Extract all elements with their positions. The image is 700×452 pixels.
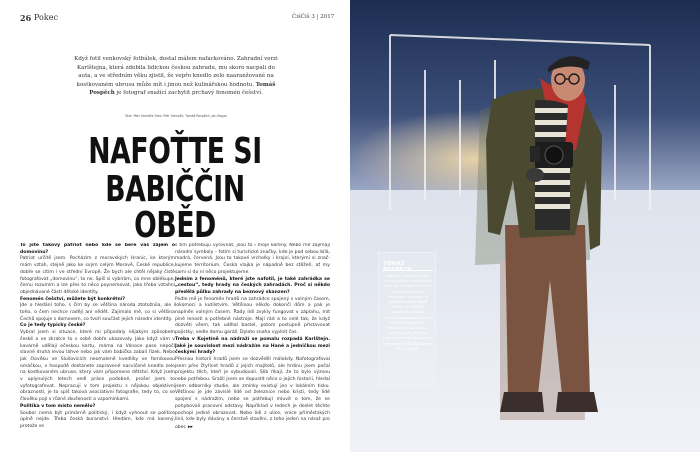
lead-text: Když fotil venkovský fotbálek, dostal málem nafackováno. Zahradní verzi Karlštejna, která zdobila lidickou českou zahradu, mu skoro nacpali do auta, a ve středním věku zjistil, že vepřo knedlo zelo naaranžované na kostkovaném ubrusu může mít i jinou než kulinářskou hodnotu.: [74, 56, 278, 88]
interview-question: Jedním z fenoménů, které jste nafotil, je také zahrádka se „cestou“, tedy hrady na českých zahradách. Proč si někdo předělá půlku zahrady na beznový skanzen?: [175, 276, 330, 295]
interview-answer: s tím potřebuju vyrovnat, jsou to i moje kořeny. Nebo mě zajímají národní symboly – fotím si turistické značky, kde je pod sebou bílá, modrá, červená. Jsou to takové vrcholky i krajní, kterými si značkujeme territorium. Česká vlajka je nápadně bez stěžeň, ať my sami si do ní něco projektujeme.: [175, 243, 330, 275]
bio-divider: [383, 270, 433, 271]
interview-question: Politika v tom místo nemělo?: [20, 403, 96, 409]
section-label: Pokec: [34, 13, 58, 22]
hand: [526, 168, 544, 182]
interview-question: Co je tedy typicky české?: [20, 323, 86, 329]
bio-text: Fotograf, historik umění, volný kurátor a vydavatel. Vyučuje na Institutu tvůrčí fotografie Slezské univerzity v Opavě. Je autorem fotografické tvorbě ve zdejším domácím mezinár. ukázaná fotografická kniha a řadě monografií. Nedávno vydal knihu o komparacích, do roku připravuje autorskou knihu o fenoménu JZD Slušovice. Žije v Praze.: [383, 274, 433, 351]
lead-name: Tomáš Pospěch: [89, 81, 276, 97]
interview-answer: Jde o hledání toho, s čím by se většina národa ztotožnila, ale i toho, o čem nechce raději ani vědět. Zajímalo mě, co si většina Čechů spojuje s domovem, co tvoří součást jejich národní identity.: [20, 303, 175, 322]
body-column-1: [20, 243, 175, 443]
bio-title: TOMÁŠ POSPĚCH: [383, 261, 412, 273]
interview-question: To jste takový patriot nebo kde se bere váš zájem o domovinu?: [20, 243, 175, 255]
page-number: 26: [20, 13, 32, 23]
article-credits: Text: Petr Vomáčk Foto: Petr Vomáčk, Tomáš Pospěch, Jan Bogar: [125, 114, 227, 118]
continue-mark: ▸▸: [186, 423, 193, 430]
author-bio-box: [378, 252, 436, 387]
issue-label: [292, 14, 334, 20]
camera: [530, 142, 573, 168]
right-boot: [556, 392, 598, 412]
issue-number: 3 | 2017: [311, 14, 335, 20]
body-column-2: [175, 243, 330, 443]
magazine-name: ČišČiš: [292, 14, 310, 20]
article-title-line-1: NAFOŤTE SI: [88, 131, 262, 172]
interview-answer: Podle mě je fenomén hradů na zahrádce spojený s volným časem, lokomocí a kutilstvím. Většinou někdo dokončí dům a pak je naplněn volným časem. Řady lidí zvykly fungovat v záplahu, mít plné lenosti a potřebné nástroje. Mají rád a to celé tak, že když dozvěti všem, tak udělal bastel, potom postupně přistavovat pojistky, vedle domu garáž. Dylato snaha vyplnit čas.: [175, 296, 330, 336]
interview-question: Fenomén češství, můžete být konkrétní?: [20, 296, 126, 302]
left-boot: [500, 392, 544, 412]
article-title-line-2: BABIČČIN OBĚD: [105, 169, 245, 246]
interview-answer: Přesnou historii hradů jsem se dozvěděl málokdy. Nafotografoval jsem přes čtyřicet hradů z jejich majitelů, ale hrdinu jsem počal projektu těch, kteří je vybudovali. Slib říkají, že to bylo výzvou nebo potřebou. Sražil jsem se dopustit něco o jejich historii, hledal jsem odborníky studie, ale zmínky existují jen v lokálním tisku. Většinou je jde závislé lidé od železnice nebo kristi, tedy lidé spojení s nádražím, nebo se potřebují mluvit o tom, že se pohybovali pracovní odstavy. Například v ledech je deslet těchto pochopí jediné obrazovat. Nebo lidi z ulice, vnice příměstských linií, kde byly dávány a čerstvě stavěni, z toho jeden na nárož pro obec ▸▸: [175, 356, 330, 430]
lead-paragraph: [74, 55, 278, 98]
interview-answer: Soubor nemá být primárně politický, i když vyhnout se politice úplně nejde. Třeba česká buranství. Hledám, kde má korený, protože se: [20, 410, 175, 429]
interview-question: Treba v Kojetíně na nádraží se pomalu rozpadá Karlštejn. Jaké je souvislost mezi nádražím na Hané a jedničkou mezi českými hrady?: [175, 336, 330, 356]
interview-answer: Vybral jsem si situace, které mi připadaly nějakým způsobem české a ve zkratce to v sobě dobře ukazovaly. Jako když vám v kavárně udělají ečeskou kartu, máma na Vánoce pase nepočí slavné druhá levou láhve nebo jak vám babička zabalí řízek. Nebo jak člověku ve Slušovicích neomaleně kvedlíky ve fornikovou omáčkou, v hospodě dostanete zapravené nacvičené knedlo zelo na kostkovaném ubruse, který vám připomene dětství. Když jsem v uplynulých letech vedl práce podobné, prošel jsem to vyfotografovat. Nepracuji v tom projektu s nějakou objektivní obrazností, je to spíš taková asociativní fotografie, tedy to, co se člověku pojí v různé zkušenosti a vzpomínkami.: [20, 330, 175, 403]
lead-tail: je fotograf snažící zachytit prchavý fenomén češství.: [116, 90, 263, 97]
interview-answer: Patriot určitě jsem. Pocházím z moravských Hranic, ke kterým mám vztah, stejně jako ke svým celým Moravě, České republice, dobře se cítím i ve střední Evropě. Že bych ale chtěl nějaký čistě fotografovat „domovinu“, to ne. Spíš si vybírám, co mne oblékupe, čemu rozumím a lze přes to něco poynemovat, jako třeba vztahní objednávané částí dětské identity.: [20, 256, 175, 295]
right-page: [350, 0, 700, 452]
